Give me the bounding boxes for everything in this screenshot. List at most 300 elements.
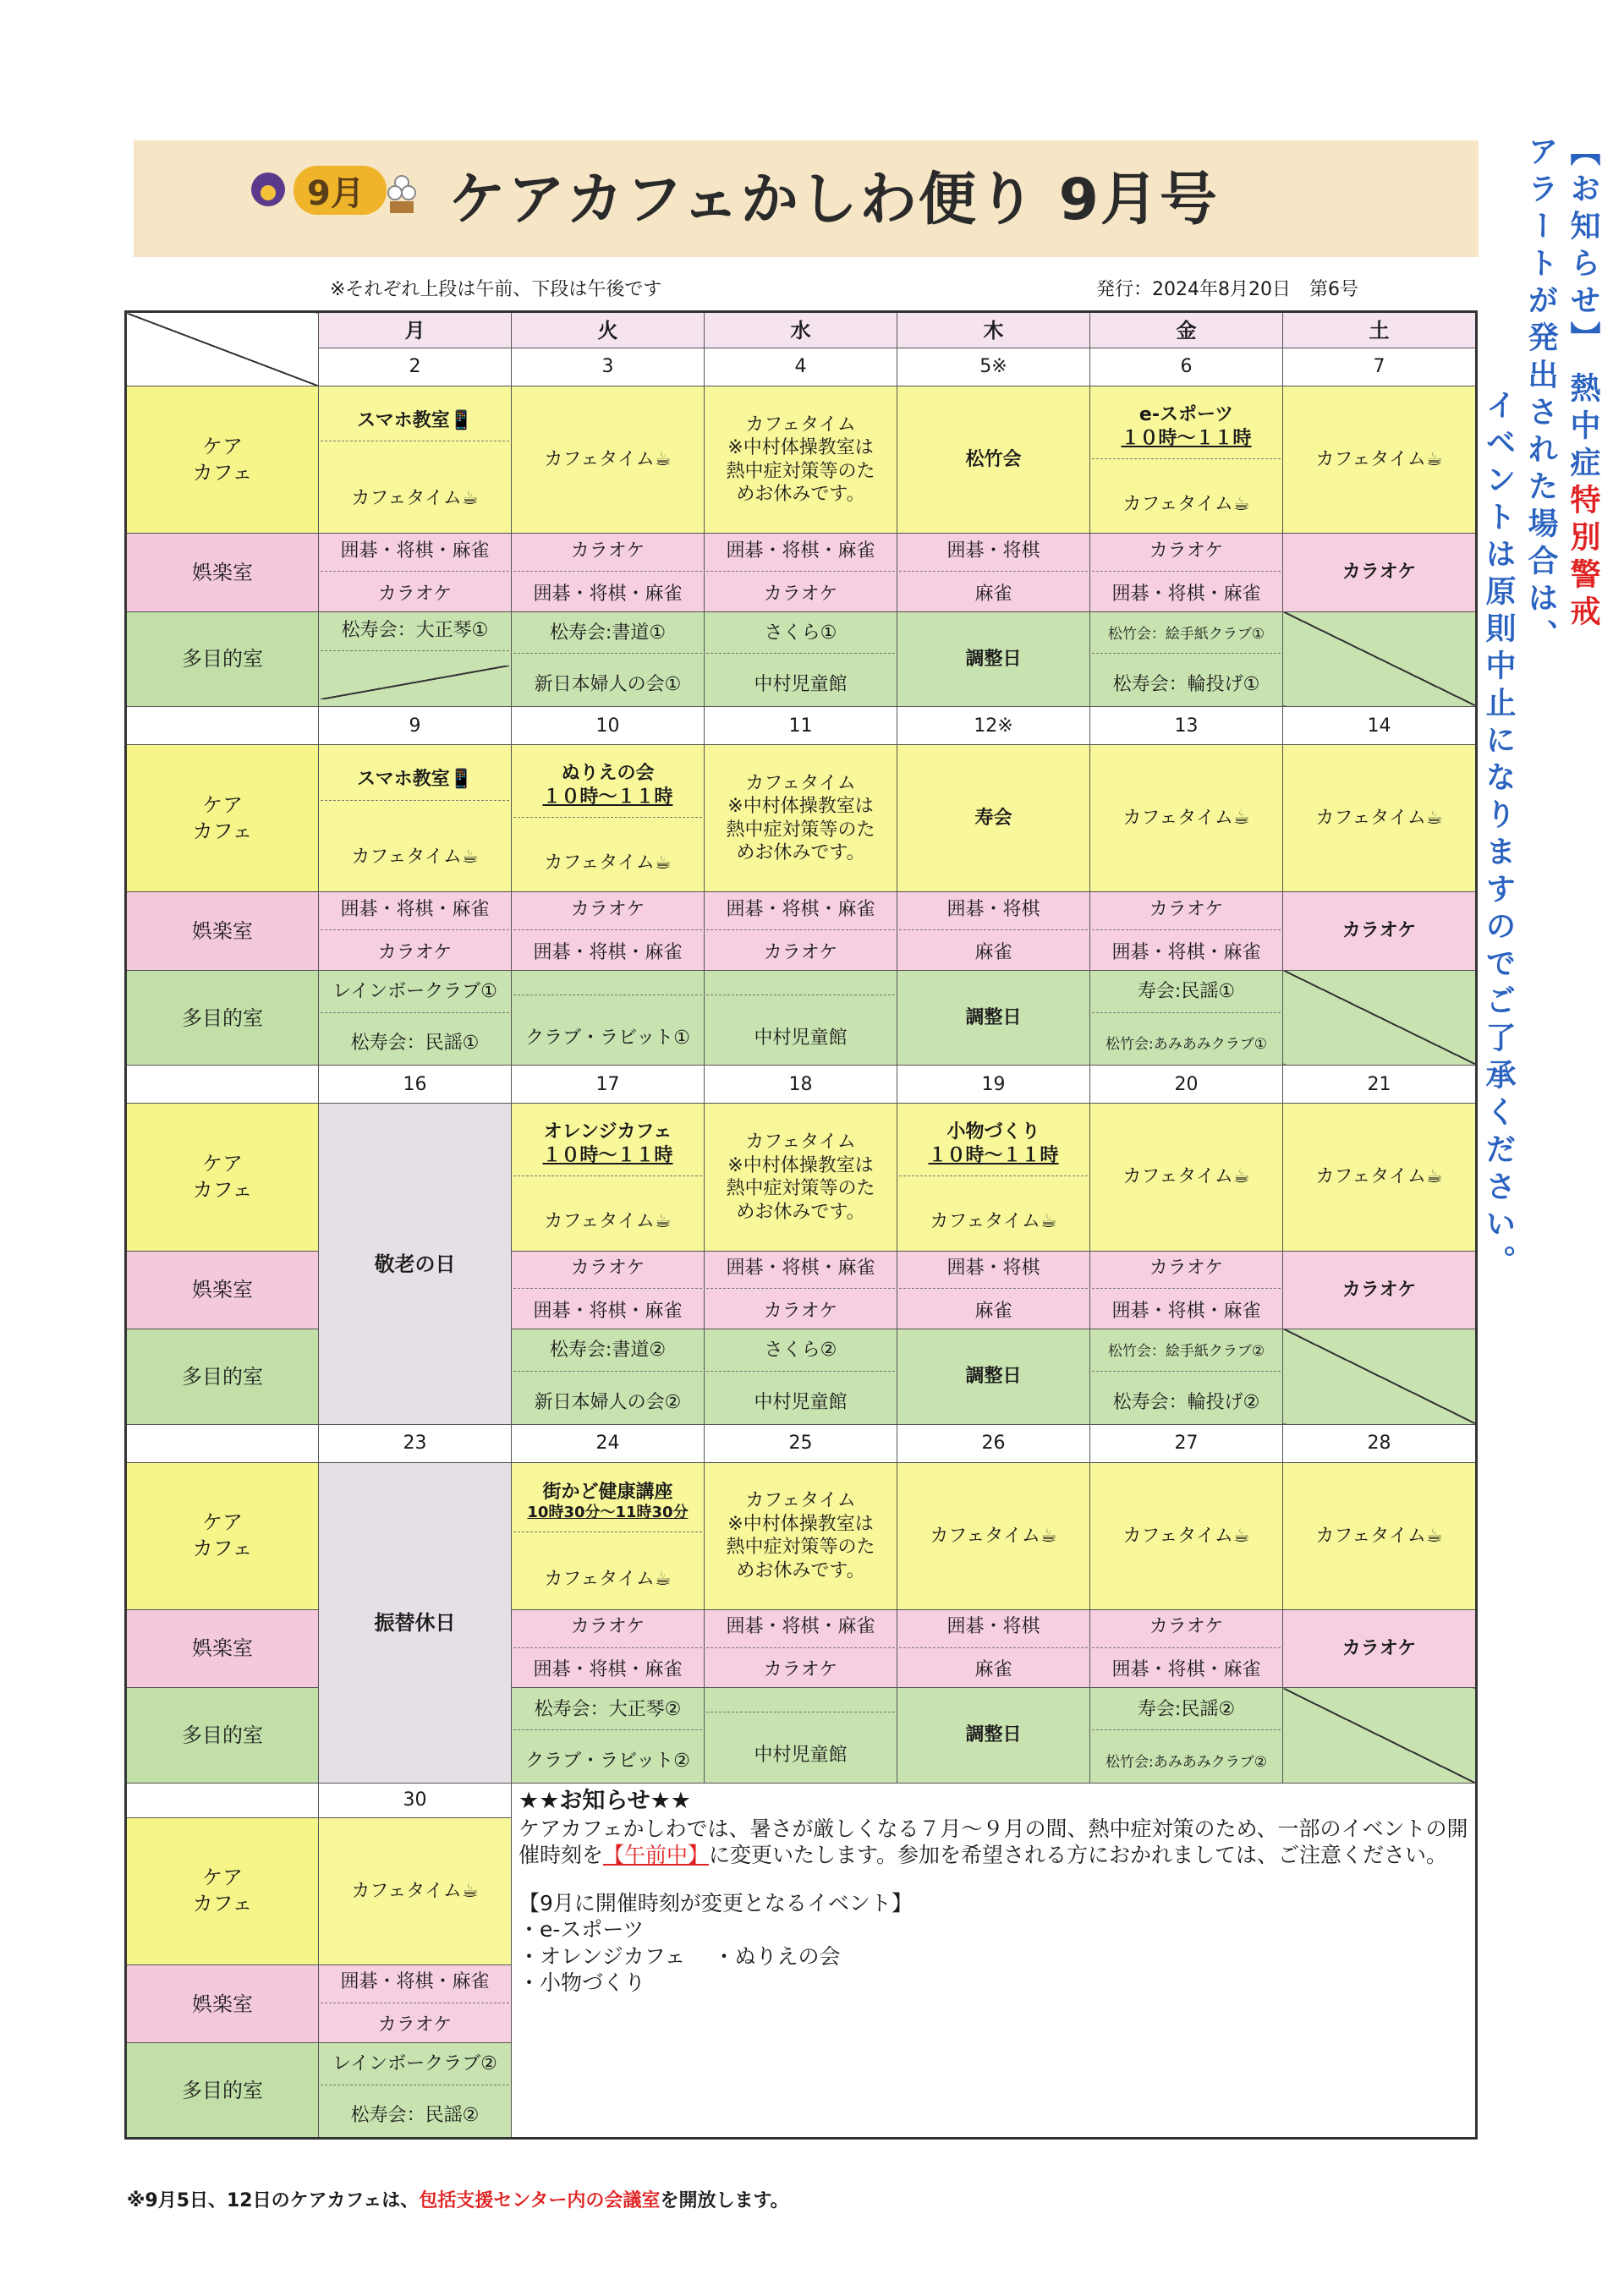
multi-am-label: 松寿会：大正琴① (341, 619, 489, 641)
care-cafe-cell (897, 1462, 1090, 1609)
cafe-am-time: １０時～１１時 (1121, 427, 1252, 449)
multi-event: 調整日 (965, 1006, 1022, 1028)
enter-am-label: 囲碁・将棋 (946, 1257, 1040, 1279)
multipurpose-cell (705, 970, 897, 1066)
row-label-care-cafe: ケア カフェ (126, 1104, 319, 1251)
multi-pm (706, 673, 895, 697)
cafe-am (899, 1121, 1088, 1176)
entertainment-cell (1090, 892, 1283, 970)
multipurpose-cell (705, 611, 897, 707)
enter-am-label: 囲碁・将棋 (946, 1616, 1040, 1638)
multipurpose-cell (1283, 1688, 1477, 1784)
entertainment-cell (512, 534, 705, 611)
multipurpose-cell (1283, 970, 1477, 1066)
entertainment-cell (897, 534, 1090, 611)
entertainment-cell (1283, 1609, 1477, 1687)
entertainment-cell (897, 1609, 1090, 1687)
footnote: ※9月5日、12日のケアカフェは、包括支援センター内の会議室を開放します。 (127, 2190, 789, 2211)
enter-am-label: 囲碁・将棋 (946, 540, 1040, 562)
entertainment-cell (897, 892, 1090, 970)
multipurpose-cell (705, 1688, 897, 1784)
enter-am (899, 1257, 1088, 1290)
multi-am (513, 986, 702, 995)
care-cafe-cell (705, 1104, 897, 1251)
multi-am (321, 2052, 509, 2085)
enter-am-label: カラオケ (1149, 1616, 1224, 1638)
cafe-event: カフェタイム☕ (1315, 808, 1443, 830)
multi-pm (321, 1032, 509, 1055)
enter-pm (899, 1300, 1088, 1323)
care-cafe-cell (897, 745, 1090, 892)
care-cafe-cell (1090, 1104, 1283, 1251)
cafe-event: カフェタイム☕ (1122, 808, 1250, 830)
enter-am-label: 囲碁・将棋・麻雀 (340, 1971, 490, 1993)
multi-pm (513, 1027, 702, 1050)
date-number: 16 (319, 1066, 512, 1104)
day-name: 月 (319, 312, 512, 348)
enter-pm (706, 583, 895, 606)
multipurpose-cell (897, 611, 1090, 707)
enter-am-label: 囲碁・将棋・麻雀 (726, 1257, 875, 1279)
enter-pm (513, 1300, 702, 1323)
enter-am (706, 540, 895, 573)
enter-pm-label: 囲碁・将棋・麻雀 (1111, 583, 1261, 605)
cafe-am-time: 10時30分～11時30分 (527, 1504, 689, 1522)
row-label-care-cafe: ケア カフェ (126, 1817, 319, 1964)
multi-am (321, 619, 509, 652)
side-notice-line-1: 熱中症特別警戒 (1566, 372, 1600, 633)
multi-pm-label: 松竹会:あみあみクラブ② (1106, 1753, 1267, 1771)
enter-am-label: カラオケ (1149, 898, 1224, 920)
notice-body-red: 【午前中】 (603, 1842, 710, 1867)
enter-event: カラオケ (1341, 562, 1417, 584)
cafe-pm-label: カフェタイム☕ (544, 1211, 672, 1233)
enter-pm-label: 囲碁・将棋・麻雀 (1111, 941, 1261, 963)
multi-pm-label: 中村児童館 (754, 1744, 848, 1766)
entertainment-cell (1090, 1609, 1283, 1687)
cafe-am (1092, 403, 1281, 459)
multi-pm-label: クラブ・ラビット② (525, 1750, 690, 1772)
enter-am-label: カラオケ (570, 1616, 645, 1638)
issue-info: 発行：2024年8月20日 第6号 (1096, 279, 1358, 300)
care-cafe-cell (897, 386, 1090, 534)
enter-pm (513, 941, 702, 965)
notice-list-item: ・e-スポーツ (518, 1917, 645, 1943)
entertainment-cell (512, 1609, 705, 1687)
cafe-event: カフェタイム ※中村体操教室は 熱中症対策等のた めお休みです。 (726, 414, 875, 506)
date-number: 7 (1283, 348, 1477, 386)
heat-alert-notice (1483, 135, 1610, 1370)
entertainment-cell (1283, 892, 1477, 970)
enter-event: カラオケ (1341, 920, 1417, 942)
row-label-multipurpose: 多目的室 (126, 2043, 319, 2139)
day-name: 火 (512, 312, 705, 348)
enter-am (513, 540, 702, 573)
cafe-pm-label: カフェタイム☕ (544, 1569, 672, 1591)
side-notice-line-3: イベントは原則中止になりますのでご了承ください。 (1481, 389, 1516, 1282)
enter-am-label: 囲碁・将棋・麻雀 (726, 898, 875, 920)
notice-list-item: ・オレンジカフェ ・ぬりえの会 (518, 1943, 841, 1969)
cafe-pm-label: カフェタイム☕ (544, 852, 672, 874)
multipurpose-cell (512, 970, 705, 1066)
enter-am-label: 囲碁・将棋・麻雀 (726, 540, 875, 562)
care-cafe-cell (1283, 745, 1477, 892)
cafe-am-label: スマホ教室📱 (357, 769, 473, 791)
cafe-event: 松竹会 (965, 448, 1022, 470)
enter-pm-label: 囲碁・将棋・麻雀 (533, 1301, 683, 1323)
cafe-pm (321, 487, 509, 511)
multi-pm-label: 松竹会:あみあみクラブ① (1106, 1036, 1267, 1054)
multi-am (706, 1703, 895, 1712)
multi-pm-label: 中村児童館 (754, 674, 848, 696)
multipurpose-cell (897, 1329, 1090, 1424)
cafe-event: カフェタイム☕ (1122, 1525, 1250, 1547)
enter-pm-label: 麻雀 (974, 941, 1012, 963)
entertainment-cell (1090, 1251, 1283, 1329)
multipurpose-cell (512, 1688, 705, 1784)
day-name: 土 (1283, 312, 1477, 348)
multi-am (706, 1339, 895, 1372)
enter-am-label: 囲碁・将棋・麻雀 (340, 898, 490, 920)
date-number: 27 (1090, 1424, 1283, 1462)
cafe-pm (1092, 493, 1281, 517)
side-notice-heading: 【お知らせ】 (1566, 135, 1600, 359)
multi-am (1092, 622, 1281, 655)
enter-pm (706, 941, 895, 965)
cafe-am-label: 小物づくり (946, 1121, 1040, 1143)
enter-pm (1092, 1658, 1281, 1682)
multi-pm (1092, 1750, 1281, 1773)
multipurpose-cell (897, 1688, 1090, 1784)
row-label-care-cafe: ケア カフェ (126, 745, 319, 892)
enter-pm-label: カラオケ (763, 1659, 838, 1681)
day-name: 水 (705, 312, 897, 348)
multi-am (513, 1339, 702, 1372)
multipurpose-cell (512, 1329, 705, 1424)
multipurpose-cell (1090, 970, 1283, 1066)
multipurpose-cell (1283, 611, 1477, 707)
multipurpose-cell (319, 970, 512, 1066)
multi-am (513, 622, 702, 655)
care-cafe-cell (1283, 1104, 1477, 1251)
care-cafe-cell (705, 386, 897, 534)
cafe-event: カフェタイム ※中村体操教室は 熱中症対策等のた めお休みです。 (726, 1490, 875, 1581)
care-cafe-cell (512, 745, 705, 892)
care-cafe-cell (319, 386, 512, 534)
date-number: 25 (705, 1424, 897, 1462)
table-corner (126, 312, 319, 386)
date-number: 10 (512, 707, 705, 745)
enter-pm-label: 囲碁・将棋・麻雀 (533, 941, 683, 963)
date-number: 4 (705, 348, 897, 386)
enter-pm-label: 囲碁・将棋・麻雀 (533, 1659, 683, 1681)
multi-pm (706, 1391, 895, 1415)
multi-am-label: 寿会:民謡② (1137, 1698, 1236, 1720)
entertainment-cell (319, 1964, 512, 2042)
multi-am (1092, 980, 1281, 1013)
enter-am-label: カラオケ (1149, 1257, 1224, 1279)
date-spacer (126, 1066, 319, 1104)
cafe-event: カフェタイム☕ (1315, 1166, 1443, 1188)
date-number: 9 (319, 707, 512, 745)
multi-am-label: 松竹会：絵手紙クラブ① (1107, 625, 1265, 643)
entertainment-cell (319, 892, 512, 970)
entertainment-cell (319, 534, 512, 611)
multi-pm-label: 中村児童館 (754, 1027, 848, 1049)
multi-pm (321, 2104, 509, 2128)
enter-pm (706, 1300, 895, 1323)
enter-am (1092, 540, 1281, 573)
date-spacer (126, 707, 319, 745)
multi-am (1092, 1698, 1281, 1731)
multi-pm (706, 1027, 895, 1050)
cafe-pm-label: カフェタイム☕ (351, 847, 479, 869)
notice-body-1: ケアカフェかしわでは、暑さが厳しくなる７月～９月の間、熱中症対策のため、一部のイベントの開催時刻を (518, 1816, 1468, 1867)
multi-am (321, 980, 509, 1013)
multi-pm-label: 松寿会：輪投げ① (1112, 674, 1260, 696)
date-number: 17 (512, 1066, 705, 1104)
holiday-cell: 敬老の日 (319, 1104, 512, 1424)
multi-pm-label: 松寿会：民謡② (350, 2105, 480, 2127)
cafe-am-label: ぬりえの会 (561, 763, 655, 785)
row-label-multipurpose: 多目的室 (126, 970, 319, 1066)
multi-pm (1092, 1032, 1281, 1055)
multipurpose-cell (319, 2043, 512, 2139)
enter-pm (899, 583, 1088, 606)
care-cafe-cell (1283, 386, 1477, 534)
multipurpose-cell (705, 1329, 897, 1424)
enter-am (899, 1615, 1088, 1648)
notice-body (518, 1816, 1468, 1869)
multi-pm-label: クラブ・ラビット① (525, 1027, 690, 1049)
date-number: 2 (319, 348, 512, 386)
care-cafe-cell (705, 1462, 897, 1609)
multi-am-label: 寿会:民謡① (1137, 981, 1236, 1003)
care-cafe-cell (512, 1104, 705, 1251)
enter-am (513, 898, 702, 931)
row-label-entertainment: 娯楽室 (126, 1964, 319, 2042)
date-number: 21 (1283, 1066, 1477, 1104)
schedule-table (124, 310, 1478, 2140)
cafe-event: カフェタイム ※中村体操教室は 熱中症対策等のた めお休みです。 (726, 1132, 875, 1223)
enter-pm-label: 囲碁・将棋・麻雀 (1111, 1659, 1261, 1681)
enter-am-label: 囲碁・将棋・麻雀 (726, 1616, 875, 1638)
enter-pm (321, 2014, 509, 2037)
care-cafe-cell (897, 1104, 1090, 1251)
multi-pm (513, 1391, 702, 1415)
multi-am-label: レインボークラブ② (332, 2053, 497, 2075)
cafe-am-label: オレンジカフェ (543, 1121, 672, 1143)
enter-pm-label: カラオケ (763, 941, 838, 963)
date-number: 30 (319, 1783, 512, 1817)
enter-am-label: カラオケ (570, 1257, 645, 1279)
enter-pm (1092, 583, 1281, 606)
enter-am (899, 898, 1088, 931)
multi-pm-label: 新日本婦人の会② (534, 1391, 682, 1413)
enter-pm-label: 麻雀 (974, 1659, 1012, 1681)
multi-pm (1092, 673, 1281, 697)
entertainment-cell (705, 534, 897, 611)
enter-pm-label: 囲碁・将棋・麻雀 (533, 583, 683, 605)
care-cafe-cell: カフェタイム☕ (319, 1817, 512, 1964)
care-cafe-cell (705, 745, 897, 892)
multi-am (706, 986, 895, 995)
multipurpose-cell (1090, 1329, 1283, 1424)
enter-pm (513, 583, 702, 606)
multi-am-label: 松竹会：絵手紙クラブ② (1107, 1343, 1265, 1361)
notice-list-title: 【9月に開催時刻が変更となるイベント】 (518, 1891, 913, 1916)
cafe-pm-label: カフェタイム☕ (930, 1211, 1057, 1233)
cafe-pm (513, 852, 702, 875)
holiday-cell: 振替休日 (319, 1462, 512, 1783)
enter-am-label: 囲碁・将棋 (946, 898, 1040, 920)
enter-event: カラオケ (1341, 1279, 1417, 1301)
cafe-am-label: スマホ教室📱 (357, 409, 473, 431)
date-number: 20 (1090, 1066, 1283, 1104)
care-cafe-cell (1090, 386, 1283, 534)
enter-pm (513, 1658, 702, 1682)
enter-pm-label: カラオケ (377, 2014, 453, 2036)
multipurpose-cell (1090, 611, 1283, 707)
month-badge-text: 9月 (307, 174, 365, 213)
enter-pm-label: カラオケ (377, 583, 453, 605)
day-name: 木 (897, 312, 1090, 348)
row-label-entertainment: 娯楽室 (126, 1609, 319, 1687)
row-label-care-cafe: ケア カフェ (126, 1462, 319, 1609)
enter-am (706, 1615, 895, 1648)
entertainment-cell (1283, 1251, 1477, 1329)
multi-pm (321, 666, 509, 699)
multi-am (513, 1698, 702, 1731)
date-number: 28 (1283, 1424, 1477, 1462)
cafe-am (513, 762, 702, 818)
cafe-pm (321, 846, 509, 869)
enter-am-label: カラオケ (570, 898, 645, 920)
enter-pm-label: カラオケ (763, 583, 838, 605)
multi-pm-label: 新日本婦人の会① (534, 674, 682, 696)
care-cafe-cell (319, 745, 512, 892)
care-cafe-cell (512, 1462, 705, 1609)
date-number: 5※ (897, 348, 1090, 386)
cafe-am (321, 409, 509, 442)
date-spacer (126, 1424, 319, 1462)
cafe-am (513, 1121, 702, 1176)
multi-pm-label: 中村児童館 (754, 1391, 848, 1413)
notice-list-item: ・小物づくり (518, 1970, 646, 1995)
cafe-event: カフェタイム☕ (1122, 1166, 1250, 1188)
multi-am-label: さくら② (764, 1340, 837, 1362)
enter-pm-label: 麻雀 (974, 1301, 1012, 1323)
multi-am-label: レインボークラブ① (332, 981, 497, 1003)
cafe-event: 寿会 (974, 808, 1012, 830)
multi-event: 調整日 (965, 1724, 1022, 1746)
enter-pm-label: 囲碁・将棋・麻雀 (1111, 1301, 1261, 1323)
multi-pm-label: 松寿会：民謡① (350, 1033, 480, 1055)
enter-pm (321, 941, 509, 965)
cafe-event: カフェタイム☕ (1315, 448, 1443, 470)
entertainment-cell (512, 1251, 705, 1329)
cafe-am-label: e-スポーツ (1138, 404, 1234, 426)
multi-pm (706, 1744, 895, 1767)
date-number: 12※ (897, 707, 1090, 745)
multi-pm (513, 1750, 702, 1773)
row-label-care-cafe: ケア カフェ (126, 386, 319, 534)
enter-pm (321, 583, 509, 606)
cafe-pm-label: カフェタイム☕ (1122, 493, 1250, 515)
cafe-am-time: １０時～１１時 (928, 1144, 1059, 1166)
date-number: 19 (897, 1066, 1090, 1104)
entertainment-cell (512, 892, 705, 970)
multi-am-label: 松寿会:書道① (549, 622, 667, 644)
cafe-event: カフェタイム☕ (1315, 1525, 1443, 1547)
enter-pm (1092, 1300, 1281, 1323)
day-name: 金 (1090, 312, 1283, 348)
multipurpose-cell (512, 611, 705, 707)
cafe-event: カフェタイム☕ (544, 448, 672, 470)
date-number: 24 (512, 1424, 705, 1462)
multi-am-label: 松寿会:書道② (549, 1340, 667, 1362)
enter-am (1092, 1615, 1281, 1648)
enter-pm-label: カラオケ (763, 1301, 838, 1323)
enter-am (513, 1257, 702, 1290)
entertainment-cell (705, 1609, 897, 1687)
date-number: 23 (319, 1424, 512, 1462)
enter-am (1092, 898, 1281, 931)
row-label-multipurpose: 多目的室 (126, 1329, 319, 1424)
entertainment-cell (1283, 534, 1477, 611)
date-number: 11 (705, 707, 897, 745)
multi-am-label: 松寿会：大正琴② (534, 1698, 682, 1720)
date-number: 3 (512, 348, 705, 386)
cafe-pm-label: カフェタイム☕ (351, 488, 479, 509)
enter-am (513, 1615, 702, 1648)
notice-body-2: に変更いたします。参加を希望される方におかれましては、ご注意ください。 (709, 1842, 1448, 1867)
care-cafe-cell (1090, 745, 1283, 892)
cafe-am-time: １０時～１１時 (542, 1144, 673, 1166)
cafe-pm (513, 1210, 702, 1234)
cafe-am-label: 街かど健康講座 (542, 1481, 673, 1503)
care-cafe-cell (1090, 1462, 1283, 1609)
care-cafe-cell (1283, 1462, 1477, 1609)
entertainment-cell (705, 892, 897, 970)
enter-am (706, 898, 895, 931)
date-number: 14 (1283, 707, 1477, 745)
entertainment-cell (897, 1251, 1090, 1329)
multi-pm (513, 673, 702, 697)
enter-pm-label: カラオケ (377, 941, 453, 963)
enter-pm (706, 1658, 895, 1682)
enter-am-label: 囲碁・将棋・麻雀 (340, 540, 490, 562)
entertainment-cell (1090, 534, 1283, 611)
enter-am (321, 898, 509, 931)
cafe-am (513, 1481, 702, 1532)
multipurpose-cell (1283, 1329, 1477, 1424)
enter-am-label: カラオケ (570, 540, 645, 562)
cafe-event: カフェタイム ※中村体操教室は 熱中症対策等のた めお休みです。 (726, 772, 875, 864)
multi-am (706, 622, 895, 655)
multi-am (1092, 1339, 1281, 1372)
care-cafe-cell (512, 386, 705, 534)
enter-am (899, 540, 1088, 573)
multi-event: 調整日 (965, 648, 1022, 670)
multipurpose-cell (319, 611, 512, 707)
multi-am-label: さくら① (764, 622, 837, 644)
date-spacer (126, 1783, 319, 1817)
multipurpose-cell (1090, 1688, 1283, 1784)
multipurpose-cell (897, 970, 1090, 1066)
enter-pm (899, 941, 1088, 965)
cafe-pm (899, 1210, 1088, 1234)
